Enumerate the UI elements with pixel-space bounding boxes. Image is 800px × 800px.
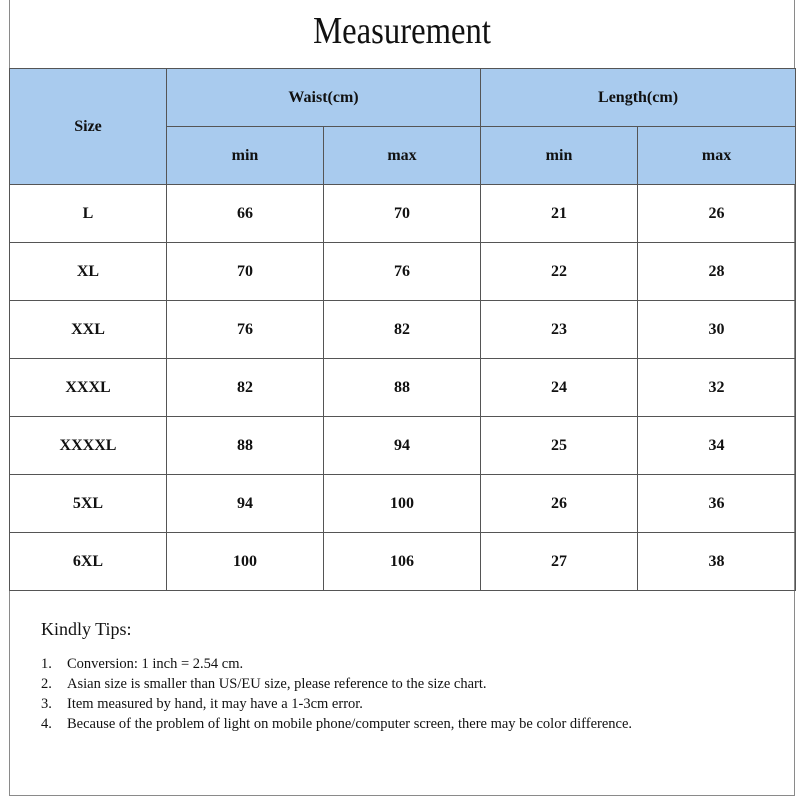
list-item xyxy=(41,714,761,734)
size-cell: XXXXL xyxy=(10,417,167,475)
list-item-number: 3. xyxy=(41,696,52,712)
list-item-number: 4. xyxy=(41,716,52,732)
length-min-cell: 27 xyxy=(481,533,638,591)
list-item-number: 1. xyxy=(41,656,52,672)
size-cell: 6XL xyxy=(10,533,167,591)
size-cell: XXXL xyxy=(10,359,167,417)
size-column-header: Size xyxy=(10,69,167,185)
size-cell: L xyxy=(10,185,167,243)
length-max-cell: 36 xyxy=(638,475,796,533)
waist-max-cell: 70 xyxy=(324,185,481,243)
waist-max-header: max xyxy=(324,127,481,185)
length-max-cell: 34 xyxy=(638,417,796,475)
waist-min-cell: 82 xyxy=(167,359,324,417)
page-title: Measurement xyxy=(313,10,491,52)
waist-max-cell: 100 xyxy=(324,475,481,533)
size-cell: 5XL xyxy=(10,475,167,533)
tips-list xyxy=(41,654,761,734)
waist-min-cell: 66 xyxy=(167,185,324,243)
list-item-text: Item measured by hand, it may have a 1-3cm error. xyxy=(67,696,363,712)
length-max-cell: 30 xyxy=(638,301,796,359)
length-min-cell: 26 xyxy=(481,475,638,533)
length-min-cell: 22 xyxy=(481,243,638,301)
length-min-cell: 21 xyxy=(481,185,638,243)
list-item-text: Asian size is smaller than US/EU size, please reference to the size chart. xyxy=(67,676,487,692)
size-cell: XL xyxy=(10,243,167,301)
list-item-number: 2. xyxy=(41,676,52,692)
length-min-cell: 23 xyxy=(481,301,638,359)
waist-max-cell: 76 xyxy=(324,243,481,301)
table-row xyxy=(10,533,796,591)
waist-max-cell: 82 xyxy=(324,301,481,359)
list-item xyxy=(41,674,761,694)
length-max-cell: 26 xyxy=(638,185,796,243)
length-min-header: min xyxy=(481,127,638,185)
list-item-text: Conversion: 1 inch = 2.54 cm. xyxy=(67,656,244,672)
tips-heading: Kindly Tips: xyxy=(41,619,132,639)
table-row xyxy=(10,185,796,243)
length-group-header: Length(cm) xyxy=(481,69,796,127)
length-max-cell: 28 xyxy=(638,243,796,301)
waist-min-cell: 94 xyxy=(167,475,324,533)
waist-group-header: Waist(cm) xyxy=(167,69,481,127)
waist-min-cell: 70 xyxy=(167,243,324,301)
tips-section xyxy=(41,618,761,734)
length-max-cell: 38 xyxy=(638,533,796,591)
table-row xyxy=(10,417,796,475)
waist-max-cell: 94 xyxy=(324,417,481,475)
size-cell: XXL xyxy=(10,301,167,359)
length-min-cell: 25 xyxy=(481,417,638,475)
waist-min-cell: 76 xyxy=(167,301,324,359)
waist-max-cell: 106 xyxy=(324,533,481,591)
waist-min-header: min xyxy=(167,127,324,185)
list-item xyxy=(41,694,761,714)
table-header-row xyxy=(10,69,796,127)
waist-min-cell: 100 xyxy=(167,533,324,591)
length-max-cell: 32 xyxy=(638,359,796,417)
table-row xyxy=(10,301,796,359)
table-row xyxy=(10,243,796,301)
list-item xyxy=(41,654,761,674)
list-item-text: Because of the problem of light on mobile phone/computer screen, there may be color difference. xyxy=(67,716,633,732)
size-chart-table xyxy=(9,68,796,591)
length-min-cell: 24 xyxy=(481,359,638,417)
length-max-header: max xyxy=(638,127,796,185)
waist-max-cell: 88 xyxy=(324,359,481,417)
waist-min-cell: 88 xyxy=(167,417,324,475)
table-row xyxy=(10,359,796,417)
table-row xyxy=(10,475,796,533)
